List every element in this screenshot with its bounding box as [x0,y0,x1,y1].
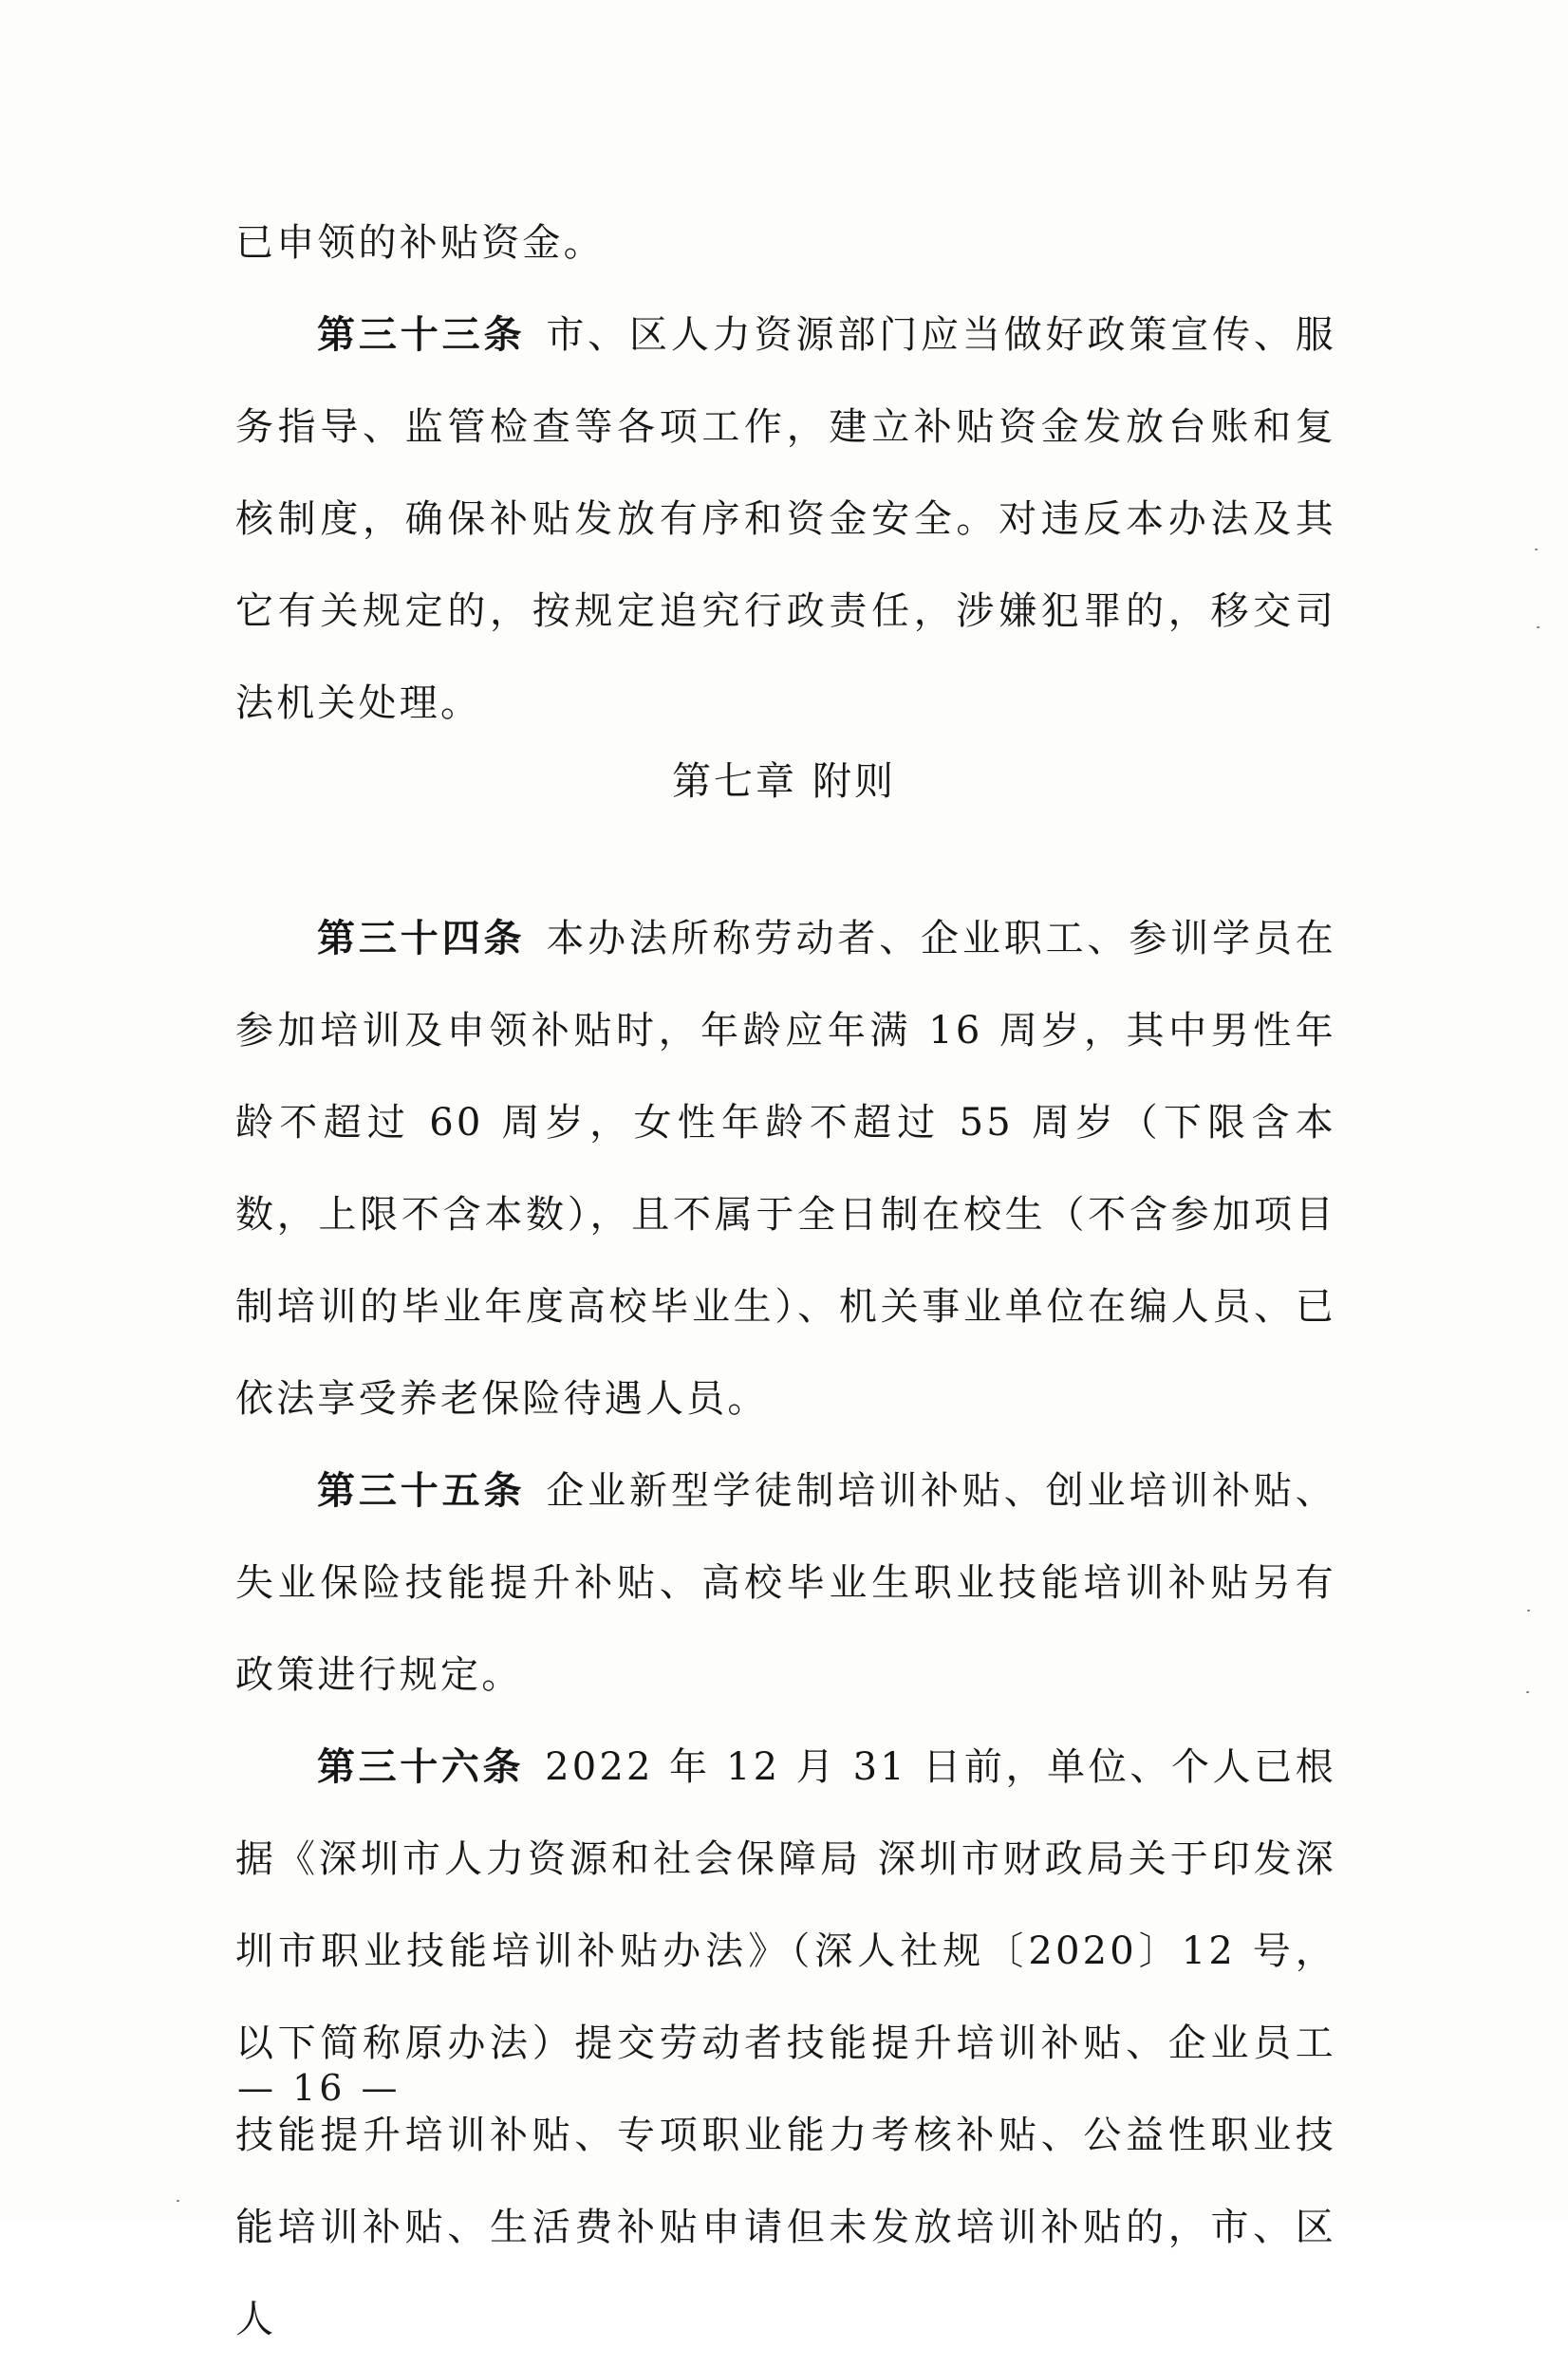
chapter-heading: 第七章 附则 [671,758,897,804]
scan-speck [1527,1610,1530,1611]
article-number: 第三十六条 [317,1745,525,1789]
article-34-paragraph [235,893,1336,1445]
scan-speck [1535,549,1538,550]
scan-speck [177,2200,179,2202]
scan-speck [1537,626,1540,628]
page-number: — 16 — [237,2067,401,2109]
article-36-paragraph [235,1722,1336,2366]
paragraph-continuation [235,197,1336,289]
article-35-paragraph [235,1445,1336,1722]
paragraph-text: 已申领的补贴资金。 [235,221,605,265]
article-number: 第三十四条 [317,917,526,960]
text-block-bottom [235,893,1336,2366]
article-33-paragraph [235,289,1336,750]
paragraph-text: 市、区人力资源部门应当做好政策宣传、服务指导、监管检查等各项工作，建立补贴资金发放台账和复核制度，确保补贴发放有序和资金安全。对违反本办法及其它有关规定的，按规定追究行政责任，涉嫌犯罪的，移交司法机关处理。 [235,313,1336,725]
article-number: 第三十五条 [317,1469,526,1513]
article-number: 第三十三条 [317,313,526,357]
paragraph-text: 企业新型学徒制培训补贴、创业培训补贴、失业保险技能提升补贴、高校毕业生职业技能培训补贴另有政策进行规定。 [235,1469,1336,1697]
scan-speck [1526,1691,1529,1693]
text-block-top [235,197,1336,750]
paragraph-text: 2022 年 12 月 31 日前，单位、个人已根据《深圳市人力资源和社会保障局 深圳市财政局关于印发深圳市职业技能培训补贴办法》（深人社规〔2020〕12 号，以下简称原办法）提交劳动者技能提升培训补贴、企业员工技能提升培训补贴、专项职业能力考核补贴、公益性职业技能培训补贴、生活费补贴申请但未发放培训补贴的，市、区人 [235,1745,1337,2341]
paragraph-text: 本办法所称劳动者、企业职工、参训学员在参加培训及申领补贴时，年龄应年满 16 周岁，其中男性年龄不超过 60 周岁，女性年龄不超过 55 周岁（下限含本数，上限不含本数），且不属于全日制在校生（不含参加项目制培训的毕业年度高校毕业生）、机关事业单位在编人员、已依法享受养老保险待遇人员。 [235,917,1336,1421]
